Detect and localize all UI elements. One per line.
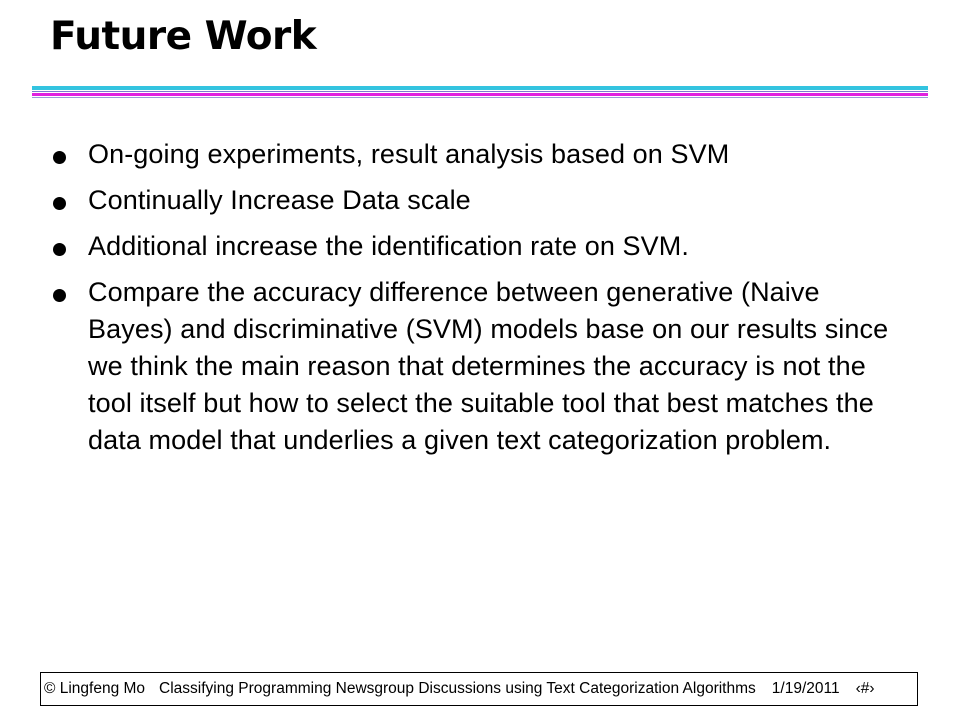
bullet-item	[50, 274, 910, 459]
bullet-text: Compare the accuracy difference between generative (Naive Bayes) and discriminative (SVM) models base on our results since we think the main reason that determines the accuracy is not the tool itself but how to select the suitable tool that best matches the data model that underlies a given text categorization problem.	[88, 277, 889, 455]
title-divider-cyan	[32, 86, 928, 90]
footer-author: © Lingfeng Mo	[44, 680, 146, 697]
slide-footer	[40, 672, 918, 706]
bullet-dot-icon	[53, 151, 66, 164]
bullet-item	[50, 182, 910, 219]
bullet-list	[50, 136, 910, 468]
title-divider-line-lower	[32, 97, 928, 98]
title-divider-magenta	[32, 93, 928, 96]
bullet-item	[50, 136, 910, 173]
bullet-item	[50, 228, 910, 265]
bullet-text: Additional increase the identification rate on SVM.	[88, 231, 689, 261]
bullet-text: Continually Increase Data scale	[88, 185, 471, 215]
bullet-dot-icon	[53, 197, 66, 210]
footer-page-number: ‹#›	[855, 680, 875, 697]
bullet-text: On-going experiments, result analysis based on SVM	[88, 139, 730, 169]
footer-date: 1/19/2011	[771, 680, 840, 697]
footer-title: Classifying Programming Newsgroup Discussions using Text Categorization Algorithms	[159, 680, 756, 697]
bullet-dot-icon	[53, 243, 66, 256]
title-divider-line	[32, 91, 928, 92]
bullet-dot-icon	[53, 289, 66, 302]
slide-title: Future Work	[50, 14, 317, 59]
